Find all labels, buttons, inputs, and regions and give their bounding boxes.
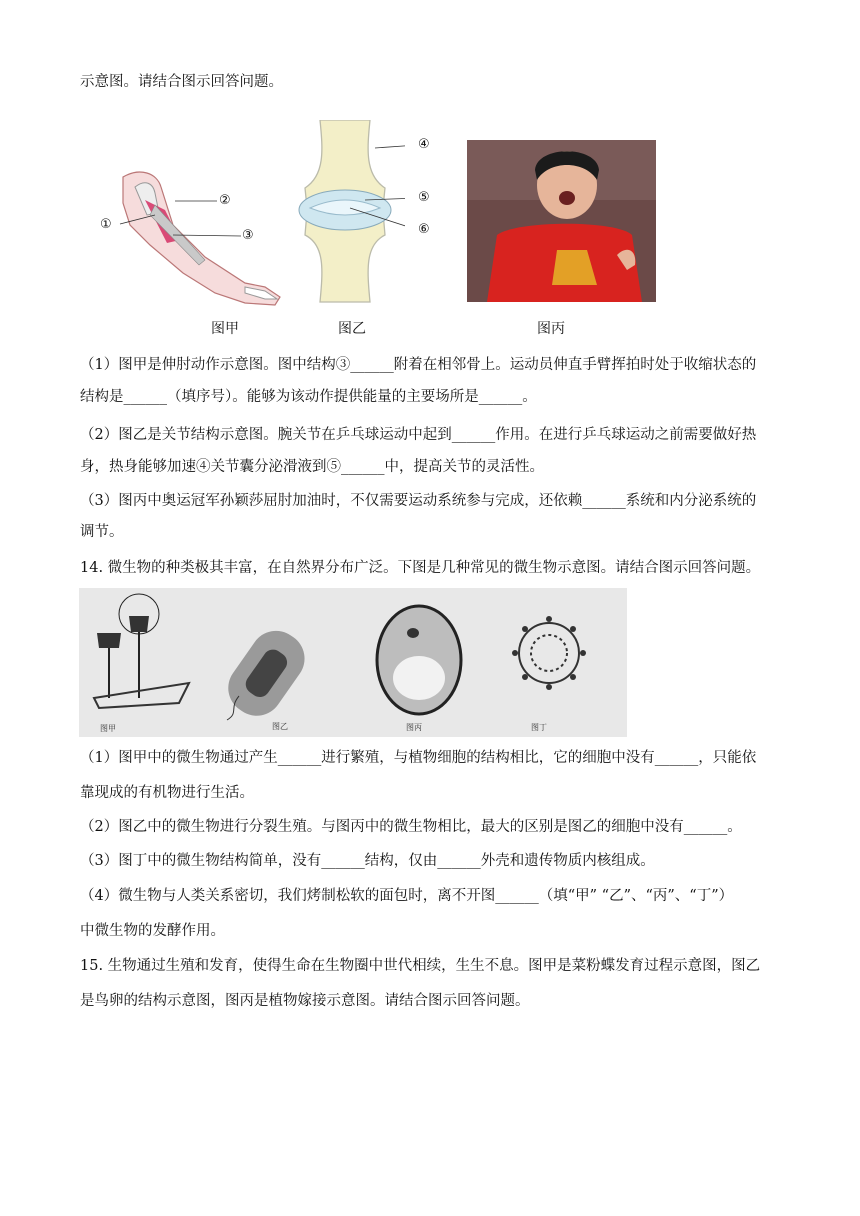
intro-text: 示意图。请结合图示回答问题。 xyxy=(80,74,283,90)
q14-p1-line1: （1）图甲中的微生物通过产生______进行繁殖，与植物细胞的结构相比，它的细胞中没有______，只能依 xyxy=(80,750,757,766)
q14-p3: （3）图丁中的微生物结构简单，没有______结构，仅由______外壳和遗传物质内核组成。 xyxy=(80,853,655,869)
q14-p4-line1: （4）微生物与人类关系密切，我们烤制松软的面包时，离不开图______（填“甲” “乙”、“丙”、“丁”） xyxy=(80,888,734,904)
q15-line1: 15. 生物通过生殖和发育，使得生命在生物圈中世代相续，生生不息。图甲是菜粉蝶发育过程示意图，图乙 xyxy=(80,958,761,974)
callout-3: ③ xyxy=(242,228,254,243)
joint-diagram xyxy=(295,120,405,305)
callout-1: ① xyxy=(100,217,112,232)
arm-diagram xyxy=(95,165,290,310)
q15-line2: 是鸟卵的结构示意图，图丙是植物嫁接示意图。请结合图示回答问题。 xyxy=(80,993,530,1009)
callout-2: ② xyxy=(219,193,231,208)
callout-6: ⑥ xyxy=(418,222,430,237)
q13-p2-line1: （2）图乙是关节结构示意图。腕关节在乒乓球运动中起到______作用。在进行乒乓球运动之前需要做好热 xyxy=(80,427,757,443)
q14-fig-label-bing: 图丙 xyxy=(406,723,422,732)
fig13-label-jia: 图甲 xyxy=(211,321,239,337)
q13-p3-line1: （3）图丙中奥运冠军孙颖莎屈肘加油时，不仅需要运动系统参与完成，还依赖______系统和内分泌系统的 xyxy=(80,493,757,509)
q13-p3-line2: 调节。 xyxy=(80,524,124,540)
q14-fig-label-yi: 图乙 xyxy=(272,722,288,731)
q14-fig-label-ding: 图丁 xyxy=(531,723,547,732)
q13-p1-line1: （1）图甲是伸肘动作示意图。图中结构③______附着在相邻骨上。运动员伸直手臂挥拍时处于收缩状态的 xyxy=(80,357,757,373)
q13-p2-line2: 身，热身能够加速④关节囊分泌滑液到⑤______中，提高关节的灵活性。 xyxy=(80,459,544,475)
q14-fig-label-jia: 图甲 xyxy=(100,724,116,733)
athlete-photo xyxy=(467,140,656,302)
q13-p1-line2: 结构是______（填序号）。能够为该动作提供能量的主要场所是______。 xyxy=(80,389,537,405)
q14-p1-line2: 靠现成的有机物进行生活。 xyxy=(80,785,254,801)
callout-5: ⑤ xyxy=(418,190,430,205)
callout-4: ④ xyxy=(418,137,430,152)
q14-stem: 14. 微生物的种类极其丰富，在自然界分布广泛。下图是几种常见的微生物示意图。请结合图示回答问题。 xyxy=(80,560,761,576)
q14-p4-line2: 中微生物的发酵作用。 xyxy=(80,923,225,939)
q14-p2: （2）图乙中的微生物进行分裂生殖。与图丙中的微生物相比，最大的区别是图乙的细胞中没有______。 xyxy=(80,819,742,835)
yeast-drawing xyxy=(377,606,461,714)
microbe-figure xyxy=(79,588,627,737)
fig13-label-yi: 图乙 xyxy=(338,321,366,337)
fig13-label-bing: 图丙 xyxy=(537,321,565,337)
